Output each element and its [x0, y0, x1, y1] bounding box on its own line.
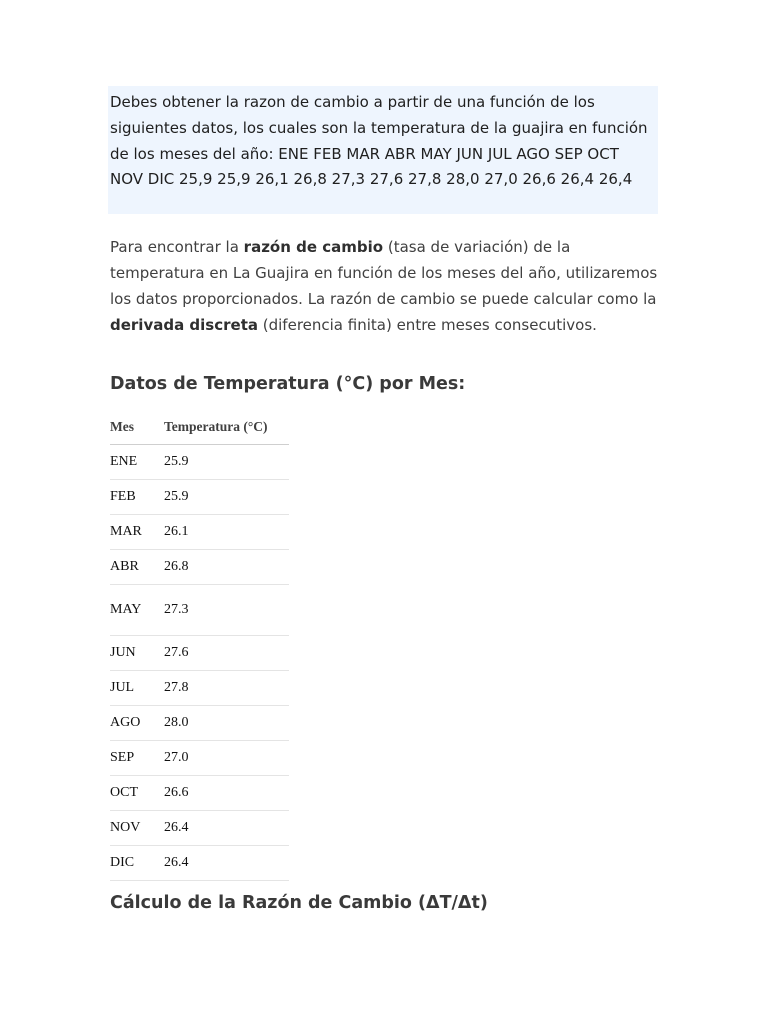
intro-bold-derivada: derivada discreta — [110, 316, 258, 334]
cell-mes: ENE — [110, 445, 164, 480]
table-row — [110, 585, 289, 636]
intro-text-3: (diferencia finita) entre meses consecutivos. — [258, 316, 597, 334]
cell-mes: SEP — [110, 741, 164, 776]
table-row — [110, 515, 289, 550]
cell-mes: AGO — [110, 706, 164, 741]
table-row — [110, 636, 289, 671]
cell-mes: FEB — [110, 480, 164, 515]
cell-temp: 27.6 — [164, 636, 289, 671]
cell-temp: 26.6 — [164, 776, 289, 811]
cell-mes: DIC — [110, 846, 164, 881]
intro-paragraph — [110, 234, 658, 338]
cell-temp: 27.8 — [164, 671, 289, 706]
cell-temp: 26.8 — [164, 550, 289, 585]
table-header-row — [110, 410, 289, 445]
table-row — [110, 846, 289, 881]
cell-temp: 26.1 — [164, 515, 289, 550]
table-row — [110, 741, 289, 776]
user-prompt-text: Debes obtener la razon de cambio a partir de una función de los siguientes datos, los cuales son la temperatura de la guajira en función de los meses del año: ENE FEB MAR ABR MAY JUN JUL AGO SEP OCT NOV DIC 25,9 25,9 26,1 26,8 27,3 27,6 27,8 28,0 27,0 26,6 26,4 26,4 — [110, 93, 648, 189]
cell-mes: OCT — [110, 776, 164, 811]
cell-mes: JUN — [110, 636, 164, 671]
user-prompt-box — [108, 86, 658, 214]
table-row — [110, 811, 289, 846]
cell-temp: 26.4 — [164, 846, 289, 881]
cell-mes: ABR — [110, 550, 164, 585]
table-row — [110, 671, 289, 706]
table-row — [110, 776, 289, 811]
intro-text-1: Para encontrar la — [110, 238, 244, 256]
cell-temp: 28.0 — [164, 706, 289, 741]
section-heading-datos: Datos de Temperatura (°C) por Mes: — [110, 374, 466, 394]
intro-text-2: (tasa de variación) de la temperatura en La Guajira en función de los meses del año, utilizaremos los datos proporcionados. La razón de cambio se puede calcular como la — [110, 238, 658, 308]
table-row — [110, 445, 289, 480]
cell-temp: 26.4 — [164, 811, 289, 846]
column-header-temperatura: Temperatura (°C) — [164, 410, 289, 445]
cell-temp: 27.3 — [164, 585, 289, 636]
table-row — [110, 550, 289, 585]
cell-mes: NOV — [110, 811, 164, 846]
section-heading-calculo: Cálculo de la Razón de Cambio (ΔT/Δt) — [110, 893, 488, 913]
cell-mes: JUL — [110, 671, 164, 706]
table-row — [110, 480, 289, 515]
cell-temp: 25.9 — [164, 480, 289, 515]
intro-bold-razon: razón de cambio — [243, 238, 384, 256]
cell-mes: MAR — [110, 515, 164, 550]
cell-temp: 27.0 — [164, 741, 289, 776]
cell-mes: MAY — [110, 585, 164, 636]
column-header-mes: Mes — [110, 410, 164, 445]
cell-temp: 25.9 — [164, 445, 289, 480]
temperature-table — [110, 410, 289, 881]
table-row — [110, 706, 289, 741]
